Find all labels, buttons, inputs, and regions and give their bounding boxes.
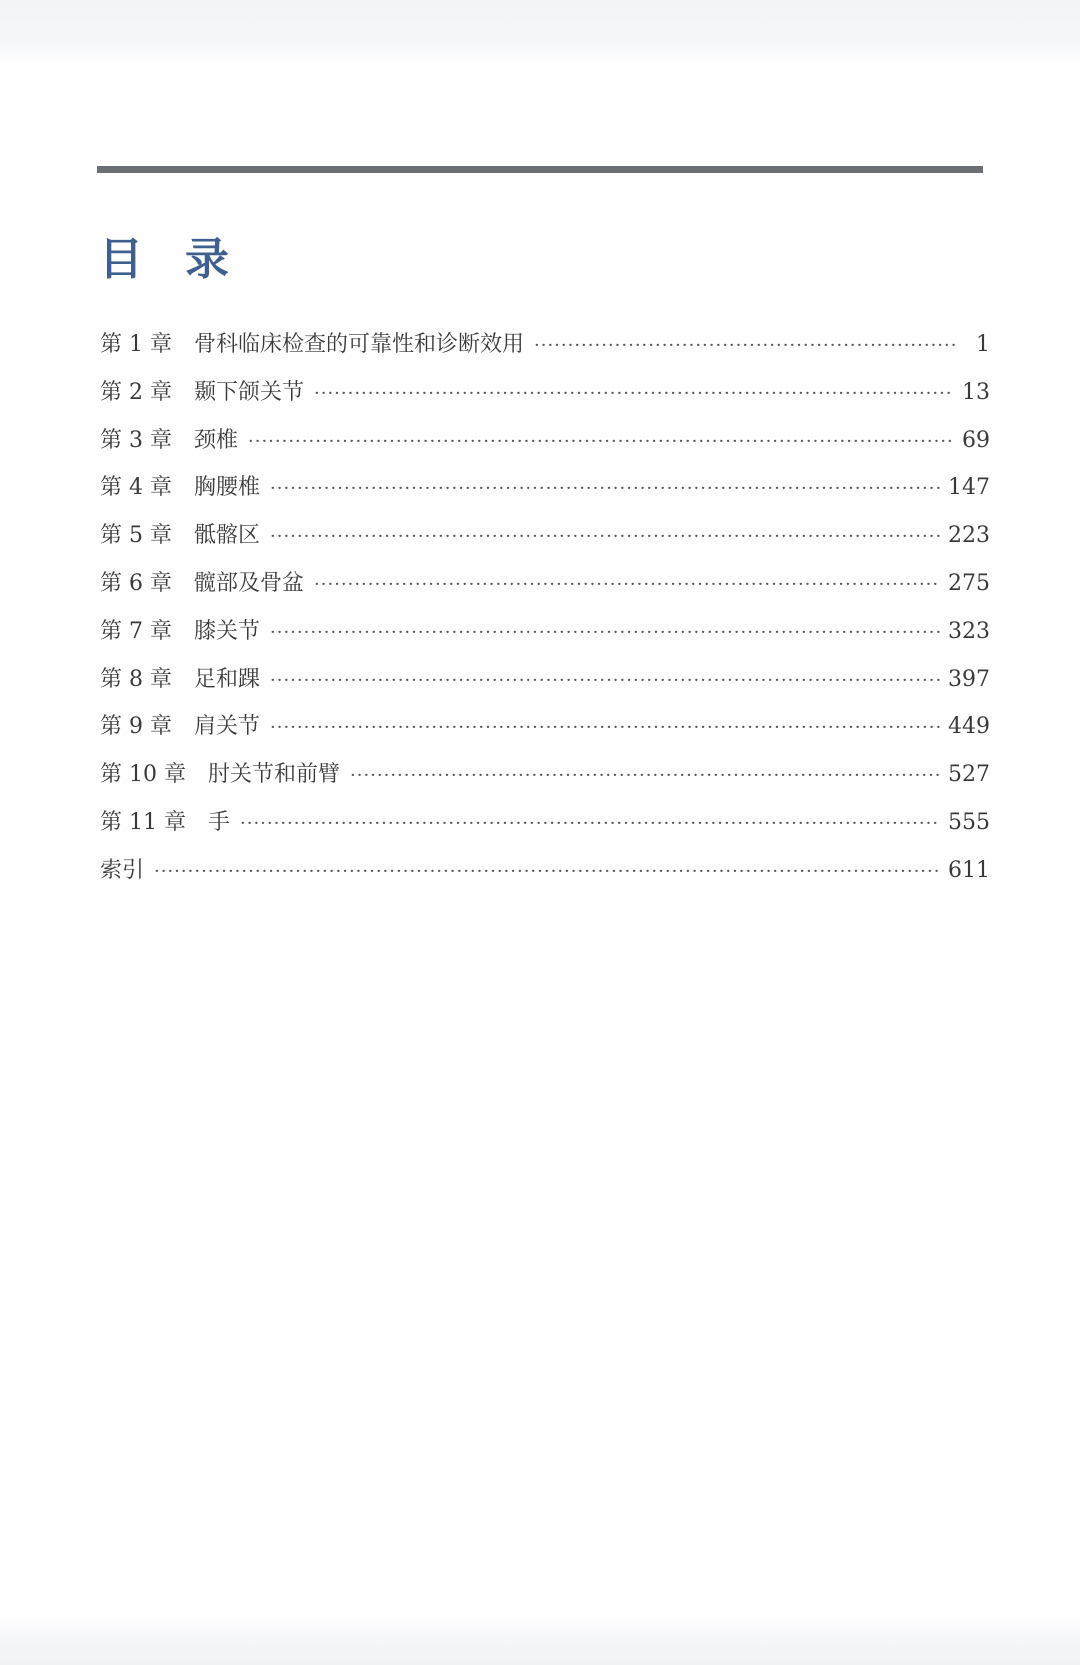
chapter-title: 胸腰椎 [193, 475, 260, 501]
dot-leader [350, 765, 940, 786]
page-number: 223 [948, 523, 990, 549]
dot-leader [270, 717, 940, 738]
toc-entry[interactable] [100, 757, 990, 805]
toc-entry[interactable] [100, 518, 990, 566]
chapter-title: 肩关节 [193, 714, 260, 740]
dot-leader [314, 574, 940, 595]
chapter-label: 第 3 章 [100, 427, 172, 453]
toc-entry[interactable] [100, 805, 990, 853]
chapter-label: 第 5 章 [100, 523, 172, 549]
page-number: 555 [948, 809, 990, 835]
chapter-title: 膝关节 [193, 618, 260, 644]
chapter-label: 第 11 章 [100, 809, 186, 835]
toc-heading-char-1: 目 [99, 234, 143, 285]
toc-entry[interactable] [100, 423, 990, 471]
scan-top-shading [0, 0, 1080, 62]
index-title: 索引 [100, 857, 145, 883]
chapter-title: 足和踝 [193, 666, 260, 692]
chapter-label: 第 10 章 [100, 762, 186, 788]
toc-heading-char-2: 录 [185, 234, 229, 285]
toc-entry[interactable] [100, 375, 990, 423]
chapter-title: 颞下颌关节 [193, 379, 304, 405]
chapter-title: 骨科临床检查的可靠性和诊断效用 [193, 332, 524, 357]
chapter-title: 颈椎 [193, 427, 238, 453]
toc-entry-index[interactable] [100, 853, 990, 901]
page-number: 527 [948, 762, 990, 788]
chapter-label: 第 2 章 [100, 379, 172, 405]
page-number: 69 [962, 427, 990, 453]
page-number: 1 [976, 332, 990, 357]
dot-leader [534, 335, 958, 356]
toc-entry[interactable] [100, 614, 990, 662]
chapter-title: 骶髂区 [193, 523, 260, 549]
dot-leader [240, 813, 940, 834]
page-number: 147 [948, 475, 990, 501]
dot-leader [248, 431, 954, 452]
page-number: 13 [962, 379, 990, 405]
toc-entry[interactable] [100, 662, 990, 710]
toc-list [100, 327, 990, 901]
chapter-label: 第 8 章 [100, 666, 172, 692]
chapter-label: 第 1 章 [100, 332, 172, 357]
page-number: 449 [948, 714, 990, 740]
page-number: 397 [948, 666, 990, 692]
toc-entry[interactable] [100, 470, 990, 518]
toc-entry[interactable] [100, 709, 990, 757]
chapter-label: 第 4 章 [100, 475, 172, 501]
page-number: 611 [948, 857, 990, 883]
header-rule [97, 166, 983, 173]
dot-leader [314, 383, 954, 404]
chapter-title: 手 [207, 809, 230, 835]
dot-leader [270, 670, 940, 691]
scan-bottom-shading [0, 1618, 1080, 1665]
page-number: 275 [948, 570, 990, 596]
page-number: 323 [948, 618, 990, 644]
toc-entry[interactable] [100, 566, 990, 614]
toc-heading [99, 225, 229, 285]
chapter-title: 髋部及骨盆 [193, 570, 304, 596]
chapter-label: 第 7 章 [100, 618, 172, 644]
dot-leader [270, 478, 940, 499]
dot-leader [154, 861, 940, 882]
dot-leader [270, 622, 940, 643]
chapter-title: 肘关节和前臂 [207, 762, 340, 788]
chapter-label: 第 9 章 [100, 714, 172, 740]
dot-leader [270, 526, 940, 547]
chapter-label: 第 6 章 [100, 570, 172, 596]
toc-entry[interactable] [100, 327, 990, 375]
